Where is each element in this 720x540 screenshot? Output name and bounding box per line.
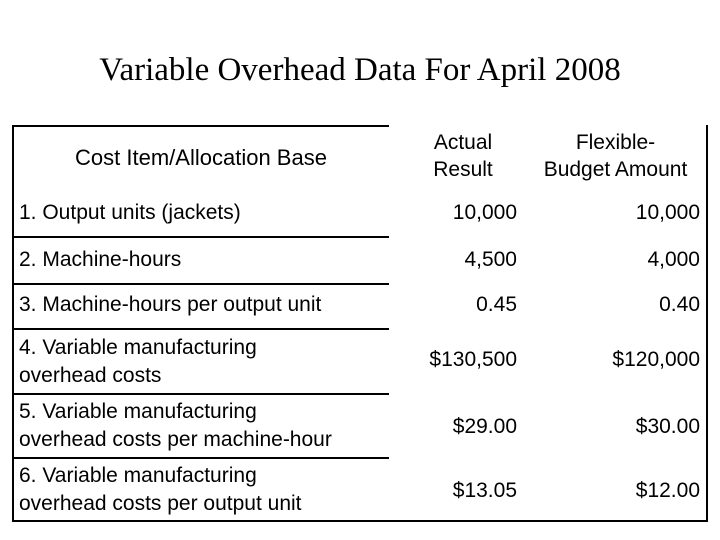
row-label-line1: 4. Variable manufacturing bbox=[19, 336, 257, 359]
header-actual-line2: Result bbox=[433, 158, 493, 181]
row-label-machine-hours-per-unit: 3. Machine-hours per output unit bbox=[19, 293, 322, 316]
row-label-machine-hours: 2. Machine-hours bbox=[19, 248, 182, 271]
row-label-line2: overhead costs per output unit bbox=[19, 492, 302, 515]
row-divider bbox=[12, 283, 389, 285]
row-label-line1: 5. Variable manufacturing bbox=[19, 400, 257, 423]
row-divider bbox=[12, 328, 389, 330]
row-actual-overhead-per-output-unit: $13.05 bbox=[452, 479, 517, 502]
row-label-line2: overhead costs bbox=[19, 364, 162, 387]
row-label-variable-overhead-costs bbox=[19, 334, 257, 390]
row-flexible-overhead-per-output-unit: $12.00 bbox=[635, 479, 700, 502]
row-label-overhead-per-output-unit bbox=[19, 462, 302, 518]
row-divider bbox=[12, 236, 389, 238]
row-label-line1: 6. Variable manufacturing bbox=[19, 464, 257, 487]
header-flexible-line2: Budget Amount bbox=[543, 158, 688, 181]
row-actual-machine-hours-per-unit: 0.45 bbox=[476, 293, 517, 316]
row-flexible-machine-hours-per-unit: 0.40 bbox=[659, 293, 700, 316]
row-flexible-machine-hours: 4,000 bbox=[647, 248, 700, 271]
row-actual-variable-overhead-costs: $130,500 bbox=[429, 348, 517, 371]
header-flexible-budget bbox=[523, 129, 708, 183]
row-flexible-variable-overhead-costs: $120,000 bbox=[612, 348, 700, 371]
row-label-overhead-per-machine-hour bbox=[19, 398, 332, 454]
row-actual-machine-hours: 4,500 bbox=[464, 248, 517, 271]
table-top-border bbox=[12, 125, 389, 127]
row-flexible-output-units: 10,000 bbox=[635, 201, 700, 224]
row-divider bbox=[12, 393, 389, 395]
row-label-line2: overhead costs per machine-hour bbox=[19, 428, 332, 451]
header-cost-item: Cost Item/Allocation Base bbox=[75, 145, 327, 170]
header-flexible-line1: Flexible- bbox=[575, 131, 656, 154]
row-actual-overhead-per-machine-hour: $29.00 bbox=[452, 415, 517, 438]
row-flexible-overhead-per-machine-hour: $30.00 bbox=[635, 415, 700, 438]
row-label-output-units: 1. Output units (jackets) bbox=[19, 201, 241, 224]
header-actual-result bbox=[393, 129, 533, 183]
slide-title: Variable Overhead Data For April 2008 bbox=[99, 52, 621, 88]
row-divider bbox=[12, 457, 389, 459]
row-actual-output-units: 10,000 bbox=[452, 201, 517, 224]
header-actual-line1: Actual bbox=[433, 131, 493, 154]
